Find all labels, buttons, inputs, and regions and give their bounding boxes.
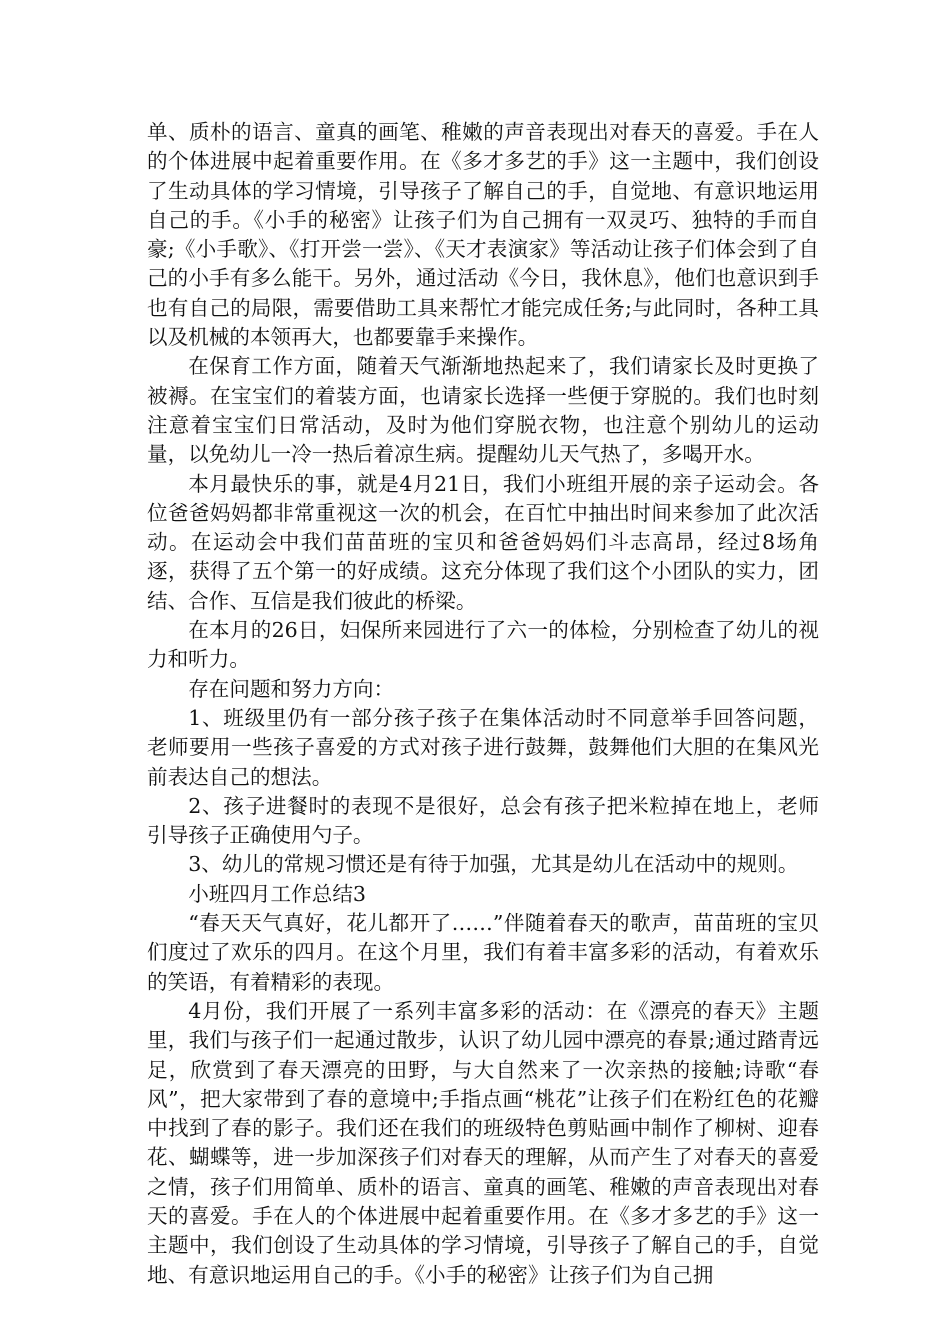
paragraph-7: 2、孩子进餐时的表现不是很好，总会有孩子把米粒掉在地上，老师引导孩子正确使用勺子。	[147, 793, 819, 848]
paragraph-11: 4月份，我们开展了一系列丰富多彩的活动：在《漂亮的春天》主题里，我们与孩子们一起通过散步，认识了幼儿园中漂亮的春景;通过踏青远足，欣赏到了春天漂亮的田野，与大自然来了一次亲热的接触;诗歌“春风”，把大家带到了春的意境中;手指点画“桃花”让孩子们在粉红色的花瓣中找到了春的影子。我们还在我们的班级特色剪贴画中制作了柳树、迎春花、蝴蝶等，进一步加深孩子们对春天的理解，从而产生了对春天的喜爱之情，孩子们用简单、质朴的语言、童真的画笔、稚嫩的声音表现出对春天的喜爱。手在人的个体进展中起着重要作用。在《多才多艺的手》这一主题中，我们创设了生动具体的学习情境，引导孩子了解自己的手，自觉地、有意识地运用自己的手。《小手的秘密》让孩子们为自己拥	[147, 998, 819, 1287]
paragraph-5-heading: 存在问题和努力方向：	[188, 676, 395, 701]
paragraph-1: 单、质朴的语言、童真的画笔、稚嫩的声音表现出对春天的喜爱。手在人的个体进展中起着重要作用。在《多才多艺的手》这一主题中，我们创设了生动具体的学习情境，引导孩子了解自己的手，自觉地、有意识地运用自己的手。《小手的秘密》让孩子们为自己拥有一双灵巧、独特的手而自豪;《小手歌》、《打开尝一尝》、《天才表演家》等活动让孩子们体会到了自己的小手有多么能干。另外，通过活动《今日，我休息》，他们也意识到手也有自己的局限，需要借助工具来帮忙才能完成任务;与此同时，各种工具以及机械的本领再大，也都要靠手来操作。	[147, 120, 819, 350]
paragraph-10: “春天天气真好，花儿都开了……”伴随着春天的歌声，苗苗班的宝贝们度过了欢乐的四月。在这个月里，我们有着丰富多彩的活动，有着欢乐的笑语，有着精彩的表现。	[147, 911, 819, 994]
paragraph-3: 本月最快乐的事，就是4月21日，我们小班组开展的亲子运动会。各位爸爸妈妈都非常重视这一次的机会，在百忙中抽出时间来参加了此次活动。在运动会中我们苗苗班的宝贝和爸爸妈妈们斗志高昂，经过8场角逐，获得了五个第一的好成绩。这充分体现了我们这个小团队的实力，团结、合作、互信是我们彼此的桥梁。	[147, 471, 819, 613]
paragraph-8: 3、幼儿的常规习惯还是有待于加强，尤其是幼儿在活动中的规则。	[188, 852, 799, 877]
document-page	[147, 118, 819, 1290]
paragraph-6: 1、班级里仍有一部分孩子孩子在集体活动时不同意举手回答问题，老师要用一些孩子喜爱的方式对孩子进行鼓舞，鼓舞他们大胆的在集风光前表达自己的想法。	[147, 705, 819, 789]
section-title: 小班四月工作总结3	[188, 881, 367, 906]
paragraph-4: 在本月的26日，妇保所来园进行了六一的体检，分别检查了幼儿的视力和听力。	[147, 618, 819, 672]
paragraph-2: 在保育工作方面，随着天气渐渐地热起来了，我们请家长及时更换了被褥。在宝宝们的着装方面，也请家长选择一些便于穿脱的。我们也时刻注意着宝宝们日常活动，及时为他们穿脱衣物，也注意个别幼儿的运动量，以免幼儿一冷一热后着凉生病。提醒幼儿天气热了，多喝开水。	[147, 354, 819, 467]
